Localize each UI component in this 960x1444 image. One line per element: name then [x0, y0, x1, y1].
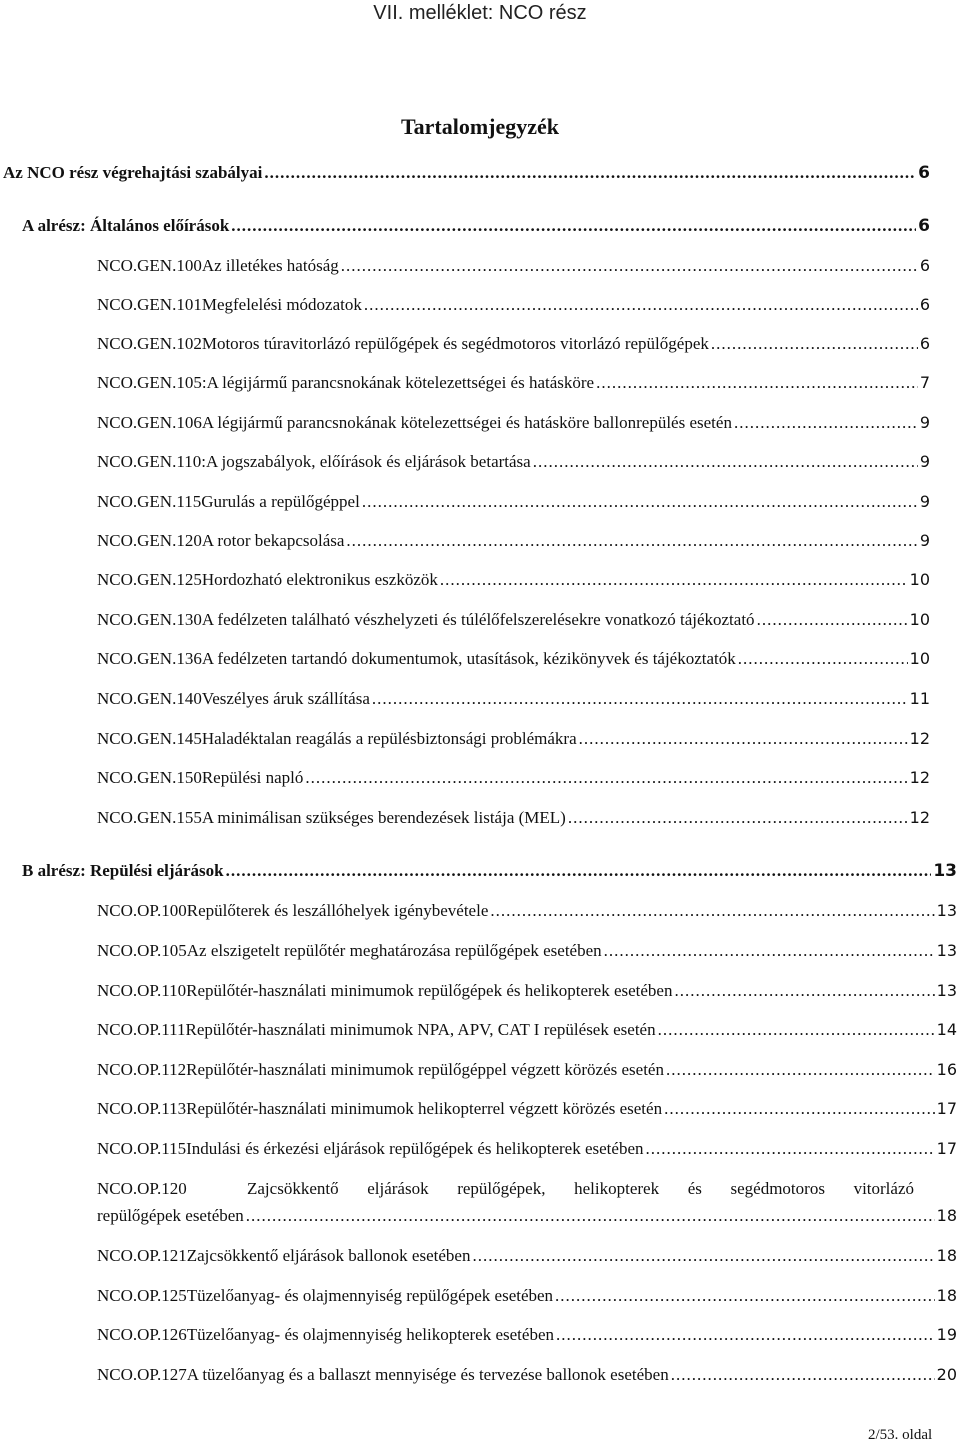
- toc-entry-text: Indulási és érkezési eljárások repülőgépek és helikopterek esetében: [186, 1139, 644, 1158]
- toc-entry[interactable]: [97, 489, 930, 515]
- dot-leader: [362, 489, 918, 515]
- toc-entry-text: B alrész: Repülési eljárások: [22, 861, 224, 880]
- toc-entry[interactable]: [97, 1017, 957, 1043]
- toc-entry-code: NCO.GEN.106: [97, 413, 202, 432]
- toc-entry-code: NCO.GEN.110:: [97, 452, 206, 471]
- dot-leader: [341, 253, 918, 279]
- toc-entry-code: NCO.GEN.140: [97, 689, 202, 708]
- toc-entry[interactable]: [97, 567, 930, 593]
- toc-entry-code: NCO.OP.125: [97, 1286, 187, 1305]
- toc-entry-code: NCO.OP.127: [97, 1365, 187, 1384]
- toc-entry-code: NCO.GEN.101: [97, 295, 202, 314]
- toc-entry-text: A fedélzeten található vészhelyzeti és túlélőfelszerelésekre vonatkozó tájékoztató: [201, 610, 755, 629]
- toc-entry[interactable]: [97, 370, 930, 396]
- toc-entry-section[interactable]: [22, 213, 930, 239]
- toc-entry[interactable]: [97, 1057, 957, 1083]
- dot-leader: [738, 646, 908, 672]
- toc-entry-page: 9: [919, 492, 930, 511]
- toc-entry-page: 6: [919, 334, 930, 353]
- toc-entry-text: Tüzelőanyag- és olajmennyiség repülőgépek esetében: [186, 1286, 554, 1305]
- toc-entry-section[interactable]: [3, 160, 930, 186]
- toc-entry-page: 10: [909, 570, 930, 589]
- toc-entry[interactable]: [97, 686, 930, 712]
- toc-entry-code: NCO.GEN.145: [97, 729, 202, 748]
- toc-entry-page: 18: [936, 1246, 957, 1265]
- toc-entry-text: A alrész: Általános előírások: [22, 216, 230, 235]
- toc-entry-text: Repülőtér-használati minimumok repülőgéppel végzett körözés esetén: [186, 1060, 664, 1079]
- toc-entry-text: Veszélyes áruk szállítása: [201, 689, 370, 708]
- toc-entry-code: NCO.OP.120: [97, 1179, 187, 1198]
- toc-entry-code: NCO.GEN.105:: [97, 373, 207, 392]
- dot-leader: [658, 1017, 935, 1043]
- dot-leader: [604, 938, 935, 964]
- toc-entry-code: NCO.OP.105: [97, 941, 187, 960]
- toc-entry-text: Repülési napló: [201, 768, 304, 787]
- toc-entry-text-continued: repülőgépek esetében: [97, 1206, 244, 1225]
- toc-entry[interactable]: [97, 1283, 957, 1309]
- toc-entry-page: 10: [909, 610, 930, 629]
- toc-entry[interactable]: [97, 1322, 957, 1348]
- toc-entry-code: NCO.GEN.125: [97, 570, 202, 589]
- toc-entry-page: 13: [936, 981, 957, 1000]
- toc-entry-page: 9: [919, 452, 930, 471]
- dot-leader: [533, 449, 918, 475]
- toc-entry-text: Repülőtér-használati minimumok NPA, APV, CAT I repülések esetén: [185, 1020, 656, 1039]
- toc-entry-code: NCO.GEN.150: [97, 768, 202, 787]
- toc-entry-page: 11: [909, 689, 930, 708]
- toc-entry[interactable]: [97, 898, 957, 924]
- toc-entry-text: Gurulás a repülőgéppel: [201, 492, 360, 511]
- toc-entry-code: NCO.GEN.136: [97, 649, 202, 668]
- toc-entry[interactable]: [97, 1136, 957, 1162]
- dot-leader: [671, 1362, 935, 1388]
- dot-leader: [231, 213, 916, 239]
- toc-entry-text: Az NCO rész végrehajtási szabályai: [3, 163, 263, 182]
- toc-entry-text: Az elszigetelt repülőtér meghatározása repülőgépek esetében: [186, 941, 602, 960]
- toc-entry[interactable]: [97, 1362, 957, 1388]
- toc-entry-line-2: [97, 1203, 957, 1229]
- toc-entry-text: Repülőtér-használati minimumok helikopterrel végzett körözés esetén: [186, 1099, 663, 1118]
- toc-entry-text: A rotor bekapcsolása: [201, 531, 345, 550]
- dot-leader: [664, 1096, 935, 1122]
- dot-leader: [246, 1203, 935, 1229]
- toc-entry-page: 12: [909, 729, 930, 748]
- toc-entry-text: A tüzelőanyag és a ballaszt mennyisége és tervezése ballonok esetében: [186, 1365, 669, 1384]
- toc-entry-text: Megfelelési módozatok: [201, 295, 362, 314]
- toc-entry-page: 18: [936, 1206, 957, 1225]
- toc-entry-page: 16: [936, 1060, 957, 1079]
- toc-entry-code: NCO.OP.100: [97, 901, 187, 920]
- dot-leader: [364, 292, 918, 318]
- toc-entry-page: 6: [918, 216, 930, 236]
- toc-entry-page: 13: [936, 901, 957, 920]
- toc-entry-code: NCO.OP.110: [97, 981, 187, 1000]
- toc-entry-text: Hordozható elektronikus eszközök: [201, 570, 438, 589]
- toc-entry-text: Zajcsökkentő eljárások ballonok esetében: [186, 1246, 471, 1265]
- toc-entry-code: NCO.GEN.102: [97, 334, 202, 353]
- dot-leader: [346, 528, 917, 554]
- toc-entry[interactable]: [97, 765, 930, 791]
- toc-entry-text: Repülőterek és leszállóhelyek igénybevétele: [186, 901, 489, 920]
- toc-entry-code: NCO.GEN.130: [97, 610, 202, 629]
- toc-entry-page: 9: [919, 531, 930, 550]
- dot-leader: [264, 160, 916, 186]
- toc-entry[interactable]: [97, 253, 930, 279]
- toc-entry-code: NCO.OP.126: [97, 1325, 187, 1344]
- toc-entry-code: NCO.OP.115: [97, 1139, 187, 1158]
- toc-entry-section[interactable]: [22, 858, 957, 884]
- toc-entry-page: 12: [909, 768, 930, 787]
- dot-leader: [226, 858, 932, 884]
- toc-entry-text: Az illetékes hatóság: [201, 256, 339, 275]
- toc-entry-code: NCO.GEN.100: [97, 256, 202, 275]
- dot-leader: [305, 765, 907, 791]
- toc-entry-page: 20: [936, 1365, 957, 1384]
- toc-entry-code: NCO.OP.111: [97, 1020, 186, 1039]
- page-number: 2/53. oldal: [868, 1427, 933, 1443]
- toc-entry-page: 7: [919, 373, 930, 392]
- toc-entry[interactable]: [97, 938, 957, 964]
- toc-entry[interactable]: [97, 1243, 957, 1269]
- toc-entry-page: 6: [919, 295, 930, 314]
- toc-entry[interactable]: [97, 410, 930, 436]
- toc-entry-page: 13: [936, 941, 957, 960]
- dot-leader: [734, 410, 918, 436]
- toc-entry-line-1: [97, 1176, 917, 1202]
- toc-entry-text: Motoros túravitorlázó repülőgépek és segédmotoros vitorlázó repülőgépek: [201, 334, 709, 353]
- toc-entry[interactable]: [97, 726, 930, 752]
- toc-entry[interactable]: [97, 292, 930, 318]
- dot-leader: [674, 978, 934, 1004]
- dot-leader: [568, 805, 908, 831]
- toc-entry[interactable]: [97, 528, 930, 554]
- toc-entry[interactable]: [97, 607, 930, 633]
- toc-entry-text: A légijármű parancsnokának kötelezettségei és hatásköre ballonrepülés esetén: [201, 413, 732, 432]
- toc-entry-text: A fedélzeten tartandó dokumentumok, utasítások, kézikönyvek és tájékoztatók: [201, 649, 736, 668]
- toc-entry-page: 6: [918, 163, 930, 183]
- toc-entry-code: NCO.OP.112: [97, 1060, 187, 1079]
- dot-leader: [711, 331, 918, 357]
- toc-entry-page: 14: [936, 1020, 957, 1039]
- toc-entry-code: NCO.GEN.155: [97, 808, 202, 827]
- toc-entry-code: NCO.OP.113: [97, 1099, 187, 1118]
- toc-entry-text: A minimálisan szükséges berendezések listája (MEL): [201, 808, 566, 827]
- toc-entry[interactable]: [97, 1096, 957, 1122]
- toc-entry-text: Zajcsökkentő eljárások repülőgépek, helikopterek és segédmotoros vitorlázó: [247, 1179, 914, 1198]
- toc-entry-code: NCO.GEN.120: [97, 531, 202, 550]
- dot-leader: [757, 607, 908, 633]
- dot-leader: [555, 1283, 935, 1309]
- toc-entry-page: 10: [909, 649, 930, 668]
- toc-entry[interactable]: [97, 331, 930, 357]
- dot-leader: [472, 1243, 934, 1269]
- dot-leader: [440, 567, 908, 593]
- toc-entry-text: Haladéktalan reagálás a repülésbiztonsági problémákra: [201, 729, 577, 748]
- toc-entry-code: NCO.GEN.115: [97, 492, 202, 511]
- toc-entry-page: 9: [919, 413, 930, 432]
- dot-leader: [646, 1136, 935, 1162]
- toc-entry-page: 6: [919, 256, 930, 275]
- toc-title: Tartalomjegyzék: [400, 114, 560, 139]
- toc-entry-page: 19: [936, 1325, 957, 1344]
- dot-leader: [596, 370, 918, 396]
- toc-entry[interactable]: [97, 978, 957, 1004]
- toc-entry-text: Tüzelőanyag- és olajmennyiség helikopterek esetében: [186, 1325, 554, 1344]
- toc-entry-page: 12: [909, 808, 930, 827]
- toc-entry[interactable]: [97, 805, 930, 831]
- document-header: VII. melléklet: NCO rész: [373, 2, 587, 24]
- toc-entry[interactable]: [97, 646, 930, 672]
- toc-entry[interactable]: [97, 449, 930, 475]
- dot-leader: [490, 898, 934, 924]
- toc-entry-code: NCO.OP.121: [97, 1246, 187, 1265]
- dot-leader: [556, 1322, 935, 1348]
- toc-entry-page: 17: [936, 1139, 957, 1158]
- toc-entry-page: 13: [933, 861, 957, 881]
- toc-entry-page: 18: [936, 1286, 957, 1305]
- dot-leader: [372, 686, 908, 712]
- toc-entry-text: A jogszabályok, előírások és eljárások betartása: [205, 452, 531, 471]
- dot-leader: [666, 1057, 935, 1083]
- toc-entry-page: 17: [936, 1099, 957, 1118]
- dot-leader: [579, 726, 908, 752]
- toc-entry-text: Repülőtér-használati minimumok repülőgépek és helikopterek esetében: [186, 981, 673, 1000]
- toc-entry-text: A légijármű parancsnokának kötelezettségei és hatásköre: [206, 373, 595, 392]
